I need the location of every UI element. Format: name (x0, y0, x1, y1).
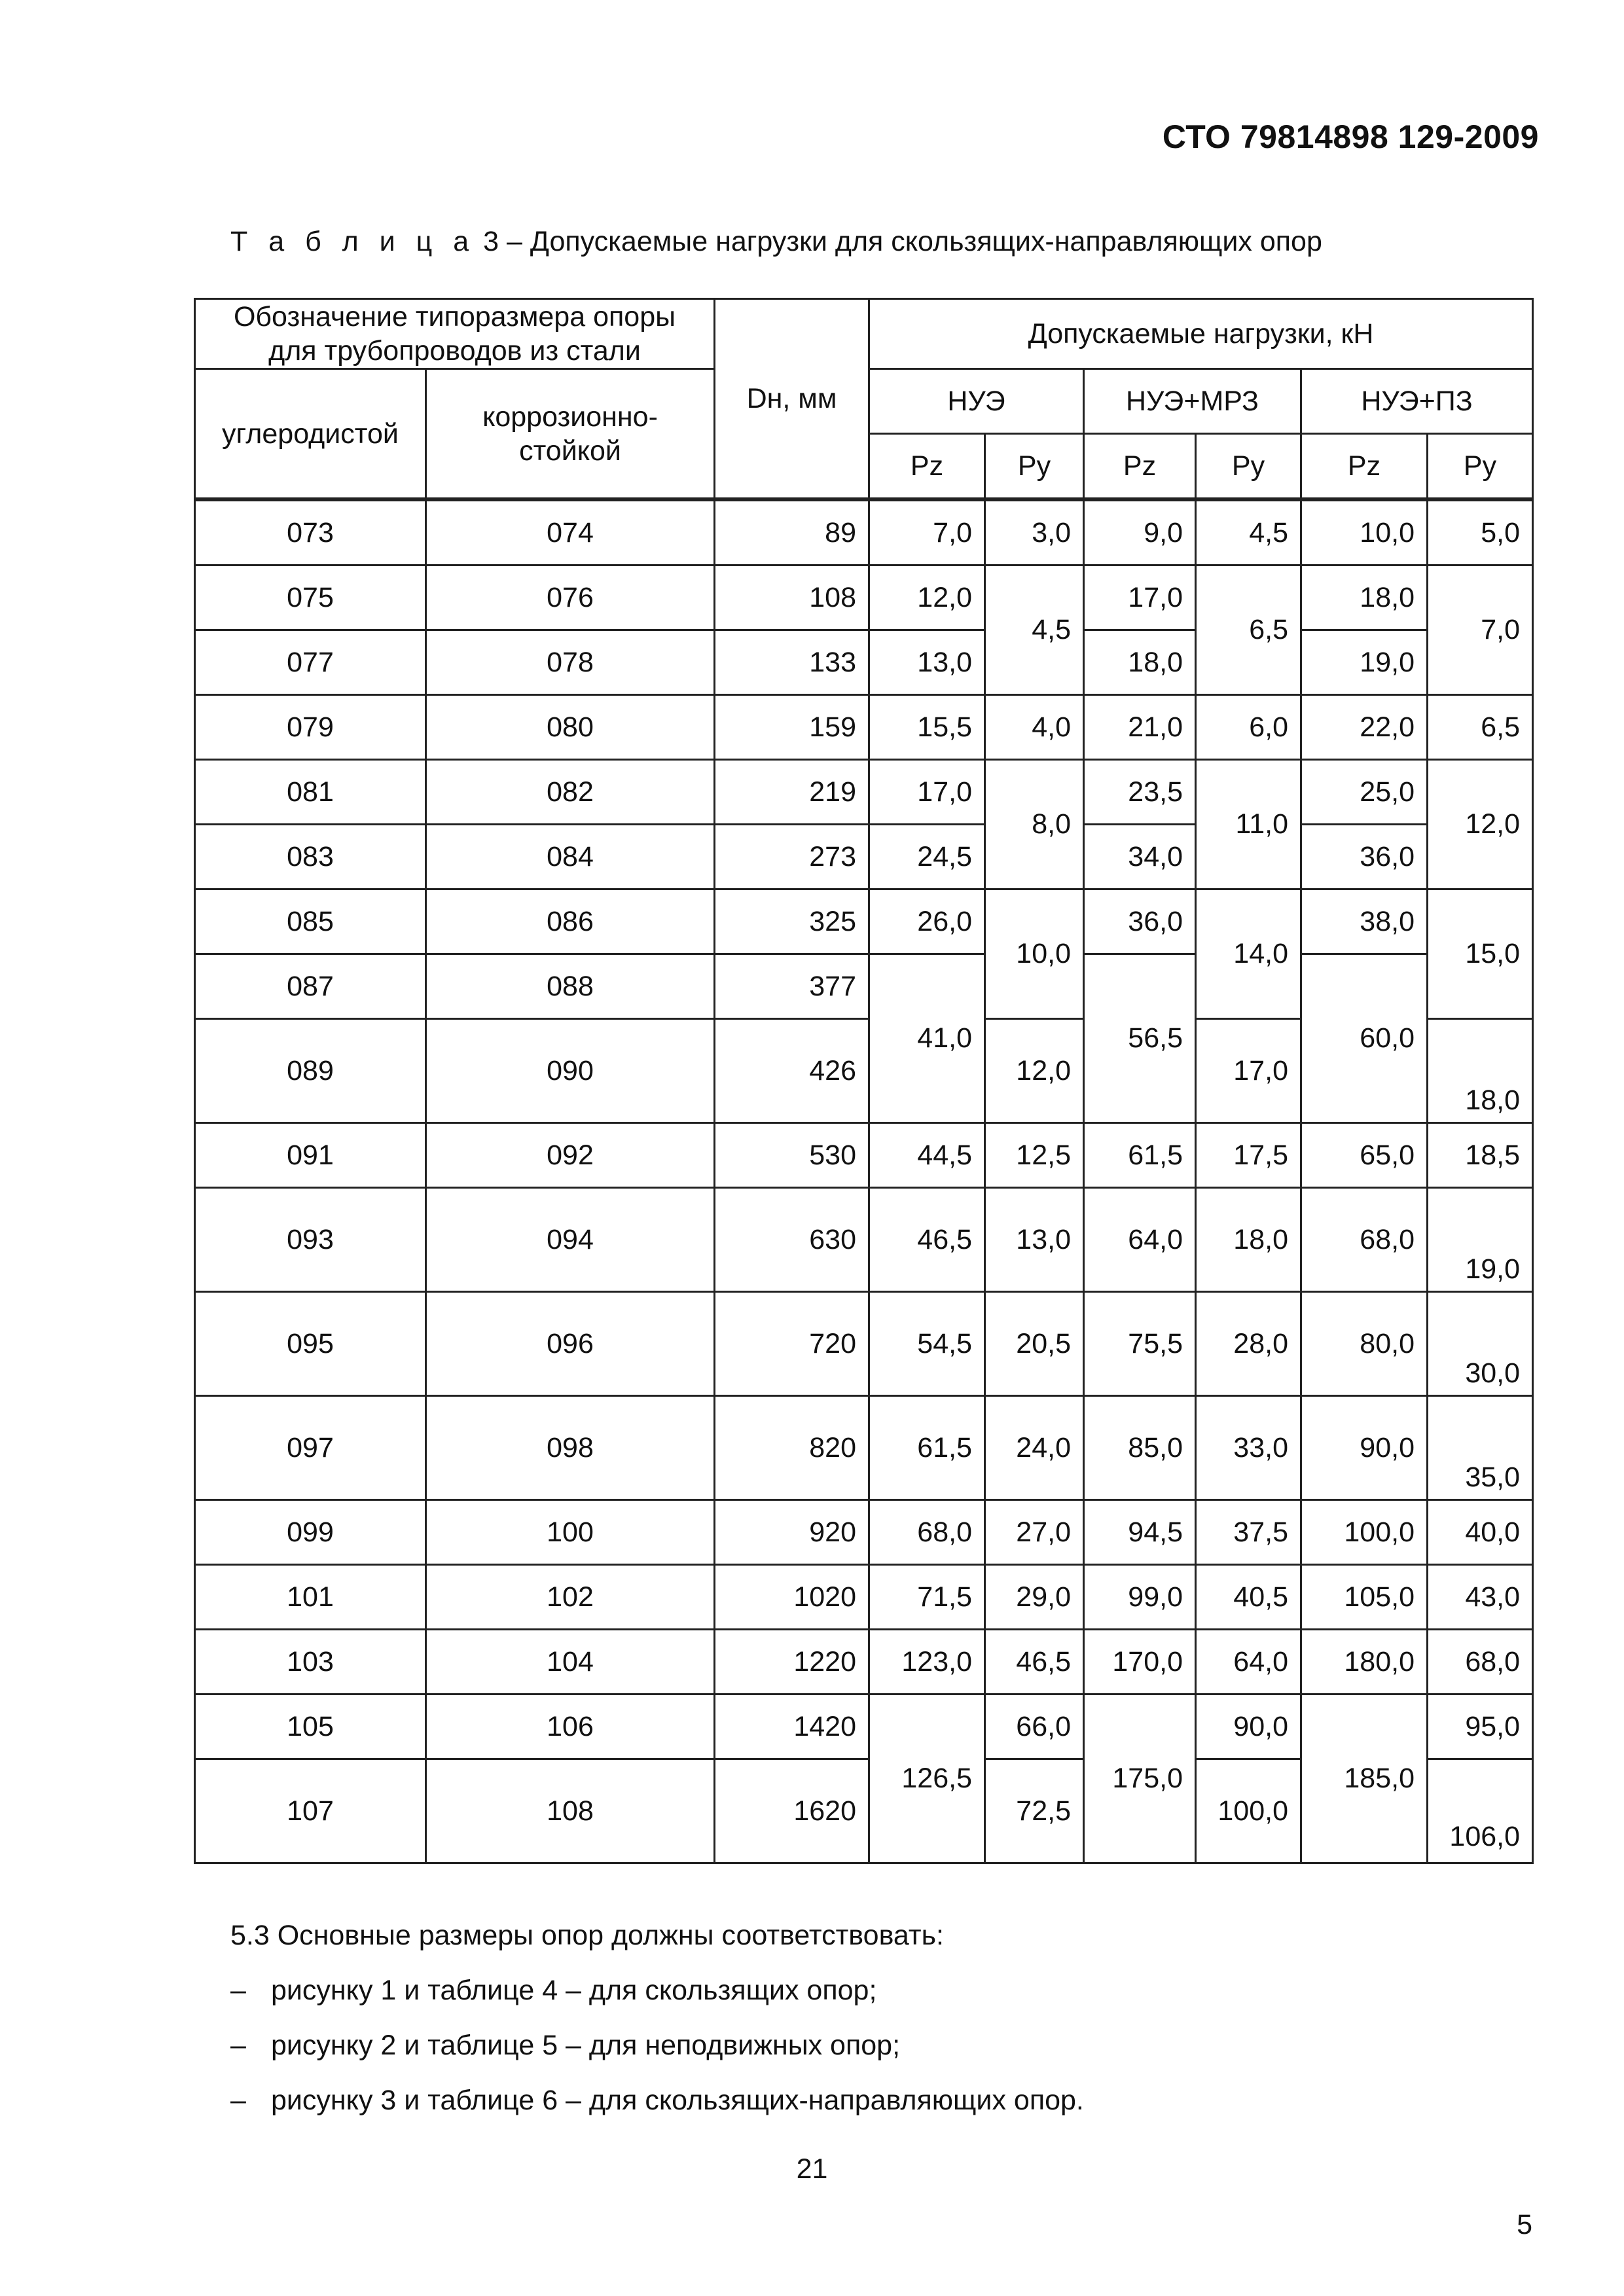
table-row (195, 1630, 1533, 1695)
caption-number: 3 (475, 226, 499, 257)
pz-pz: 100,0 (1301, 1500, 1428, 1565)
stainless-code: 084 (426, 825, 715, 889)
pz-py: 106,0 (1428, 1759, 1533, 1863)
list-item (230, 2018, 1084, 2073)
nue-pz: 12,0 (869, 565, 985, 630)
header-designation: Обозначение типоразмера опоры для трубопроводов из стали (195, 299, 715, 369)
mrz-pz: 61,5 (1084, 1123, 1196, 1188)
dash-bullet: – (230, 2030, 246, 2061)
mrz-py: 28,0 (1196, 1292, 1301, 1396)
table-row (195, 1695, 1533, 1759)
table-row (195, 630, 1533, 695)
dn-value: 273 (715, 825, 869, 889)
dash-bullet: – (230, 1975, 246, 2006)
header-nue-mrz: НУЭ+МРЗ (1084, 369, 1301, 434)
pz-pz: 18,0 (1301, 565, 1428, 630)
pz-py: 35,0 (1428, 1396, 1533, 1500)
header-py: Py (1196, 434, 1301, 500)
mrz-pz: 175,0 (1084, 1695, 1196, 1863)
pz-pz: 38,0 (1301, 889, 1428, 954)
nue-py: 27,0 (985, 1500, 1084, 1565)
stainless-code: 102 (426, 1565, 715, 1630)
header-pz: Pz (869, 434, 985, 500)
nue-pz: 61,5 (869, 1396, 985, 1500)
nue-py: 12,5 (985, 1123, 1084, 1188)
table-row (195, 565, 1533, 630)
table-row (195, 954, 1533, 1019)
pz-pz: 65,0 (1301, 1123, 1428, 1188)
pz-py: 7,0 (1428, 565, 1533, 695)
mrz-pz: 56,5 (1084, 954, 1196, 1123)
list-item-text: рисунку 2 и таблице 5 – для неподвижных опор; (271, 2030, 901, 2061)
dn-value: 920 (715, 1500, 869, 1565)
nue-py: 46,5 (985, 1630, 1084, 1695)
notes-section (230, 1908, 1084, 2128)
mrz-pz: 23,5 (1084, 760, 1196, 825)
mrz-py: 33,0 (1196, 1396, 1301, 1500)
mrz-py: 40,5 (1196, 1565, 1301, 1630)
pz-py: 68,0 (1428, 1630, 1533, 1695)
stainless-code: 088 (426, 954, 715, 1019)
header-nue-pz: НУЭ+ПЗ (1301, 369, 1533, 434)
page-number-document: 21 (796, 2153, 828, 2185)
nue-pz: 41,0 (869, 954, 985, 1123)
carbon-code: 075 (195, 565, 426, 630)
table-row (195, 760, 1533, 825)
nue-pz: 46,5 (869, 1188, 985, 1292)
pz-py: 30,0 (1428, 1292, 1533, 1396)
nue-py: 66,0 (985, 1695, 1084, 1759)
dn-value: 1020 (715, 1565, 869, 1630)
header-pz: Pz (1301, 434, 1428, 500)
dn-value: 426 (715, 1019, 869, 1123)
carbon-code: 095 (195, 1292, 426, 1396)
pz-py: 12,0 (1428, 760, 1533, 889)
header-nue: НУЭ (869, 369, 1084, 434)
pz-pz: 10,0 (1301, 499, 1428, 565)
caption-title: – Допускаемые нагрузки для скользящих-направляющих опор (499, 226, 1322, 257)
mrz-py: 6,0 (1196, 695, 1301, 760)
dash-bullet: – (230, 2085, 246, 2116)
nue-py: 29,0 (985, 1565, 1084, 1630)
nue-py: 3,0 (985, 499, 1084, 565)
mrz-py: 18,0 (1196, 1188, 1301, 1292)
header-dn: Dн, мм (715, 299, 869, 500)
pz-py: 19,0 (1428, 1188, 1533, 1292)
pz-pz: 180,0 (1301, 1630, 1428, 1695)
header-pz: Pz (1084, 434, 1196, 500)
nue-pz: 54,5 (869, 1292, 985, 1396)
mrz-py: 37,5 (1196, 1500, 1301, 1565)
pz-py: 95,0 (1428, 1695, 1533, 1759)
carbon-code: 081 (195, 760, 426, 825)
nue-py: 24,0 (985, 1396, 1084, 1500)
pz-pz: 68,0 (1301, 1188, 1428, 1292)
stainless-code: 096 (426, 1292, 715, 1396)
mrz-pz: 18,0 (1084, 630, 1196, 695)
table-row (195, 1188, 1533, 1292)
table-row (195, 1396, 1533, 1500)
header-loads: Допускаемые нагрузки, кН (869, 299, 1533, 369)
pz-pz: 90,0 (1301, 1396, 1428, 1500)
caption-prefix: Т а б л и ц а (230, 226, 476, 257)
dn-value: 720 (715, 1292, 869, 1396)
table-row (195, 1292, 1533, 1396)
carbon-code: 097 (195, 1396, 426, 1500)
pz-py: 18,0 (1428, 1019, 1533, 1123)
stainless-code: 108 (426, 1759, 715, 1863)
carbon-code: 093 (195, 1188, 426, 1292)
pz-py: 15,0 (1428, 889, 1533, 1019)
dn-value: 108 (715, 565, 869, 630)
pz-pz: 22,0 (1301, 695, 1428, 760)
stainless-code: 074 (426, 499, 715, 565)
stainless-code: 094 (426, 1188, 715, 1292)
pz-py: 43,0 (1428, 1565, 1533, 1630)
dn-value: 219 (715, 760, 869, 825)
nue-pz: 26,0 (869, 889, 985, 954)
page-number-sheet: 5 (1517, 2209, 1532, 2240)
dn-value: 377 (715, 954, 869, 1019)
dn-value: 1420 (715, 1695, 869, 1759)
mrz-py: 90,0 (1196, 1695, 1301, 1759)
carbon-code: 085 (195, 889, 426, 954)
nue-pz: 15,5 (869, 695, 985, 760)
nue-py: 10,0 (985, 889, 1084, 1019)
dn-value: 133 (715, 630, 869, 695)
dn-value: 820 (715, 1396, 869, 1500)
nue-pz: 126,5 (869, 1695, 985, 1863)
loads-table (194, 298, 1534, 1864)
carbon-code: 079 (195, 695, 426, 760)
nue-pz: 71,5 (869, 1565, 985, 1630)
carbon-code: 105 (195, 1695, 426, 1759)
nue-py: 8,0 (985, 760, 1084, 889)
carbon-code: 103 (195, 1630, 426, 1695)
mrz-pz: 75,5 (1084, 1292, 1196, 1396)
nue-py: 13,0 (985, 1188, 1084, 1292)
pz-py: 18,5 (1428, 1123, 1533, 1188)
mrz-py: 11,0 (1196, 760, 1301, 889)
pz-pz: 105,0 (1301, 1565, 1428, 1630)
nue-pz: 7,0 (869, 499, 985, 565)
mrz-pz: 17,0 (1084, 565, 1196, 630)
dn-value: 530 (715, 1123, 869, 1188)
stainless-code: 076 (426, 565, 715, 630)
pz-py: 6,5 (1428, 695, 1533, 760)
pz-pz: 60,0 (1301, 954, 1428, 1123)
mrz-pz: 9,0 (1084, 499, 1196, 565)
table-row (195, 825, 1533, 889)
mrz-py: 17,5 (1196, 1123, 1301, 1188)
nue-pz: 13,0 (869, 630, 985, 695)
stainless-code: 092 (426, 1123, 715, 1188)
stainless-code: 104 (426, 1630, 715, 1695)
mrz-pz: 94,5 (1084, 1500, 1196, 1565)
dn-value: 1220 (715, 1630, 869, 1695)
mrz-pz: 34,0 (1084, 825, 1196, 889)
stainless-code: 086 (426, 889, 715, 954)
nue-py: 72,5 (985, 1759, 1084, 1863)
stainless-code: 090 (426, 1019, 715, 1123)
dn-value: 630 (715, 1188, 869, 1292)
header-py: Py (1428, 434, 1533, 500)
stainless-code: 098 (426, 1396, 715, 1500)
table-row (195, 499, 1533, 565)
dn-value: 325 (715, 889, 869, 954)
table-row (195, 1123, 1533, 1188)
list-item-text: рисунку 3 и таблице 6 – для скользящих-направляющих опор. (271, 2085, 1084, 2116)
mrz-pz: 170,0 (1084, 1630, 1196, 1695)
nue-py: 4,0 (985, 695, 1084, 760)
pz-py: 40,0 (1428, 1500, 1533, 1565)
nue-pz: 123,0 (869, 1630, 985, 1695)
notes-intro: 5.3 Основные размеры опор должны соответствовать: (230, 1920, 944, 1951)
stainless-code: 100 (426, 1500, 715, 1565)
table-row (195, 1565, 1533, 1630)
pz-pz: 80,0 (1301, 1292, 1428, 1396)
mrz-pz: 99,0 (1084, 1565, 1196, 1630)
table-row (195, 1500, 1533, 1565)
table-caption (230, 226, 1322, 258)
pz-py: 5,0 (1428, 499, 1533, 565)
carbon-code: 077 (195, 630, 426, 695)
carbon-code: 101 (195, 1565, 426, 1630)
list-item (230, 2073, 1084, 2128)
header-py: Py (985, 434, 1084, 500)
carbon-code: 083 (195, 825, 426, 889)
mrz-pz: 85,0 (1084, 1396, 1196, 1500)
carbon-code: 091 (195, 1123, 426, 1188)
nue-pz: 17,0 (869, 760, 985, 825)
header-carbon: углеродистой (195, 369, 426, 500)
pz-pz: 185,0 (1301, 1695, 1428, 1863)
pz-pz: 25,0 (1301, 760, 1428, 825)
list-item-text: рисунку 1 и таблице 4 – для скользящих опор; (271, 1975, 877, 2006)
dn-value: 159 (715, 695, 869, 760)
carbon-code: 087 (195, 954, 426, 1019)
pz-pz: 36,0 (1301, 825, 1428, 889)
nue-pz: 24,5 (869, 825, 985, 889)
document-code: СТО 79814898 129-2009 (1162, 118, 1539, 155)
stainless-code: 106 (426, 1695, 715, 1759)
list-item (230, 1963, 1084, 2018)
mrz-py: 4,5 (1196, 499, 1301, 565)
nue-py: 12,0 (985, 1019, 1084, 1123)
nue-py: 20,5 (985, 1292, 1084, 1396)
carbon-code: 073 (195, 499, 426, 565)
stainless-code: 082 (426, 760, 715, 825)
nue-pz: 68,0 (869, 1500, 985, 1565)
header-stainless: коррозионно-стойкой (426, 369, 715, 500)
table-row (195, 889, 1533, 954)
dn-value: 89 (715, 499, 869, 565)
mrz-pz: 36,0 (1084, 889, 1196, 954)
mrz-pz: 21,0 (1084, 695, 1196, 760)
stainless-code: 080 (426, 695, 715, 760)
pz-pz: 19,0 (1301, 630, 1428, 695)
carbon-code: 107 (195, 1759, 426, 1863)
stainless-code: 078 (426, 630, 715, 695)
mrz-py: 64,0 (1196, 1630, 1301, 1695)
mrz-py: 14,0 (1196, 889, 1301, 1019)
nue-py: 4,5 (985, 565, 1084, 695)
nue-pz: 44,5 (869, 1123, 985, 1188)
carbon-code: 099 (195, 1500, 426, 1565)
table-row (195, 695, 1533, 760)
carbon-code: 089 (195, 1019, 426, 1123)
mrz-py: 100,0 (1196, 1759, 1301, 1863)
mrz-py: 6,5 (1196, 565, 1301, 695)
dn-value: 1620 (715, 1759, 869, 1863)
mrz-pz: 64,0 (1084, 1188, 1196, 1292)
mrz-py: 17,0 (1196, 1019, 1301, 1123)
